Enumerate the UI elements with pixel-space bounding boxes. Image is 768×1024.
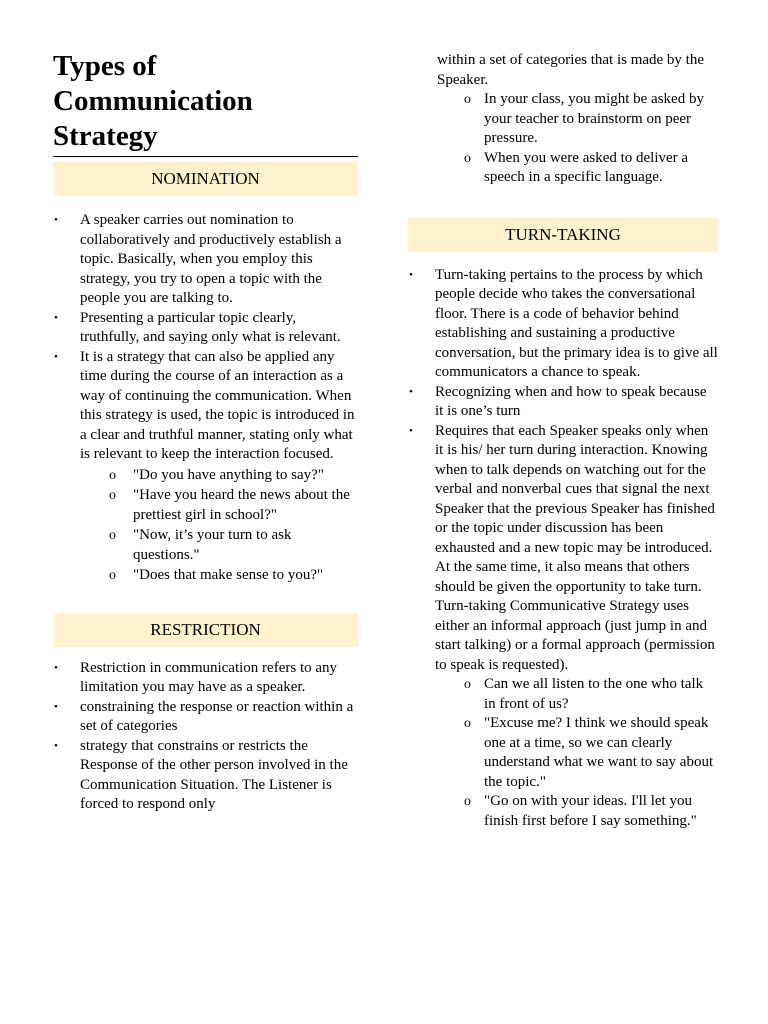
title-line: Communication [53,85,253,117]
example-text: "Does that make sense to you?" [133,567,324,583]
bullet-icon: • [54,311,58,324]
bullet-icon: • [54,214,58,226]
list-item [53,659,358,698]
list-item [53,737,358,815]
restriction-examples [408,90,718,188]
bullet-text: strategy that constrains or restricts the Response of the other person involved in the Communication Situation. The Listener is forced to respond only [80,737,348,812]
section-heading-turn-taking: TURN-TAKING [408,218,718,252]
example-text: "Have you heard the news about the prettiest girl in school?" [133,487,350,523]
nomination-bullets [53,211,358,465]
example-text: "Now, it’s your turn to ask questions." [133,527,292,563]
restriction-continued-text: within a set of categories that is made by the Speaker. [437,52,705,88]
example-item [408,90,718,149]
right-column [408,0,718,831]
sub-bullet-icon: o [464,92,471,107]
example-text: Can we all listen to the one who talk in front of us? [484,676,704,712]
restriction-bullets [53,659,358,815]
bullet-text: Recognizing when and how to speak because it is one’s turn [435,383,707,419]
list-item [53,348,358,465]
bullet-icon: • [409,268,413,281]
left-column [53,0,358,815]
sub-bullet-icon: o [109,568,116,583]
bullet-text: Presenting a particular topic clearly, truthfully, and saying only what is relevant. [80,309,341,345]
bullet-icon: • [54,350,58,363]
nomination-examples [53,466,358,586]
list-item [408,266,718,383]
example-item [408,675,718,714]
example-item [408,714,718,792]
page-title [53,0,358,157]
turn-taking-bullets [408,266,718,676]
list-item [53,698,358,737]
example-text: "Go on with your ideas. I'll let you finish first before I say something." [484,793,697,829]
example-text: When you were asked to deliver a speech in a specific language. [484,149,689,185]
bullet-text: Restriction in communication refers to any limitation you may have as a speaker. [80,659,338,695]
bullet-icon: • [409,385,413,398]
sub-bullet-icon: o [464,794,471,809]
sub-bullet-icon: o [464,677,471,692]
sub-bullet-icon: o [109,528,116,543]
title-line: Strategy [53,120,158,152]
list-item [408,422,718,676]
sub-bullet-icon: o [464,716,471,731]
bullet-text: Requires that each Speaker speaks only when it is his/ her turn during interaction. Knowing when to talk depends on watching out for the verbal and nonverbal cues that signal the next Speaker that the previous Speaker has finished or the topic under discussion has been exhausted and a new topic may be introduced. At the same time, it also means that others should be given the opportunity to take turn. Turn-taking Communicative Strategy uses either an informal approach (just jump in and start talking) or a formal approach (permission to speak is requested). [435,422,715,673]
bullet-text: Turn-taking pertains to the process by which people decide who takes the conversational floor. There is a code of behavior behind establishing and sustaining a productive conversation, but the primary idea is to give all communicators a chance to speak. [435,266,718,380]
example-text: "Do you have anything to say?" [133,466,324,483]
sub-bullet-icon: o [109,467,116,483]
example-text: In your class, you might be asked by your teacher to brainstorm on peer pressure. [484,91,704,146]
example-item [53,526,358,565]
example-item [53,566,358,586]
sub-bullet-icon: o [464,150,471,166]
bullet-icon: • [409,424,413,437]
bullet-icon: • [54,700,58,713]
example-item [53,466,358,486]
example-item [53,486,358,525]
bullet-text: constraining the response or reaction within a set of categories [80,698,354,734]
title-line: Types of [53,50,157,82]
section-heading-restriction: RESTRICTION [53,613,358,647]
bullet-icon: • [54,739,58,752]
list-item [408,383,718,422]
bullet-text: It is a strategy that can also be applied any time during the course of an interaction as a way of continuing the communication. When this strategy is used, the topic is introduced in a clear and truthful manner, stating only what is relevant to keep the interaction focused. [80,348,355,462]
bullet-text: A speaker carries out nomination to collaboratively and productively establish a topic. Basically, when you employ this strategy, you try to open a topic with the people you are talking to. [80,212,342,306]
bullet-icon: • [54,661,58,674]
section-heading-nomination: NOMINATION [53,162,358,196]
example-text: "Excuse me? I think we should speak one at a time, so we can clearly understand what we want to say about the topic." [484,715,714,790]
example-item [408,149,718,188]
example-item [408,792,718,831]
list-item [53,309,358,348]
list-item [53,211,358,309]
turn-taking-examples [408,675,718,831]
sub-bullet-icon: o [109,488,116,503]
